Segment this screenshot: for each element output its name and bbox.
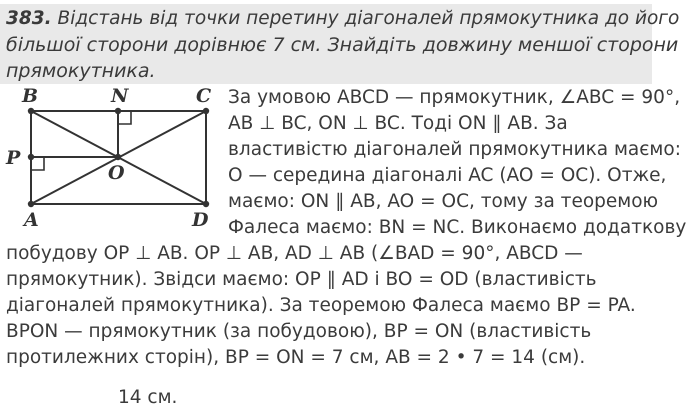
solution-line-7: побудову OP ⊥ AB. OP ⊥ AB, AD ⊥ AB (∠BAD = 90°, ABCD — [6,243,583,264]
point-d [203,201,209,207]
point-p [28,154,34,160]
solution-line-4: O — середина діагоналі AC (AO = OC). Отже, [228,165,667,186]
task-number: 383. [6,8,52,29]
label-o: O [108,162,125,184]
task-line-3: прямокутника. [6,60,156,82]
label-p: P [6,147,21,169]
label-b: B [22,85,39,107]
solution-line-3: властивістю діагоналей прямокутника маємо: [228,139,681,160]
point-n [115,108,121,114]
solution-line-10: BPON — прямокутник (за побудовою), BP = ON (властивість [6,321,592,342]
label-c: C [196,85,212,107]
task-line-2: більшої сторони дорівнює 7 см. Знайдіть довжину меншої сторони [6,34,679,56]
label-n: N [111,85,129,107]
rectangle-figure [0,80,225,235]
solution-line-2: AB ⊥ BC, ON ⊥ BC. Тоді ON ∥ AB. За [228,113,568,134]
point-c [203,108,209,114]
label-a: A [24,209,39,231]
answer: 14 см. [118,387,178,408]
task-text-1: Відстань від точки перетину діагоналей прямокутника до його [57,8,680,29]
point-b [28,108,34,114]
solution-line-6: Фалеса маємо: BN = NC. Виконаємо додаткову [228,217,687,238]
solution-line-11: протилежних сторін), BP = ON = 7 см, AB = 2 • 7 = 14 (см). [6,347,586,368]
label-d: D [192,209,209,231]
solution-line-5: маємо: ON ∥ AB, AO = OC, тому за теоремою [228,191,659,212]
solution-line-8: прямокутник). Звідси маємо: OP ∥ AD і BO = OD (властивість [6,269,597,290]
solution-line-1: За умовою ABCD — прямокутник, ∠ABC = 90°, [228,87,681,108]
task-line-1 [6,6,679,32]
point-o [115,154,121,160]
solution-line-9: діагоналей прямокутника). За теоремою Фалеса маємо BP = PA. [6,295,636,316]
point-a [28,201,34,207]
